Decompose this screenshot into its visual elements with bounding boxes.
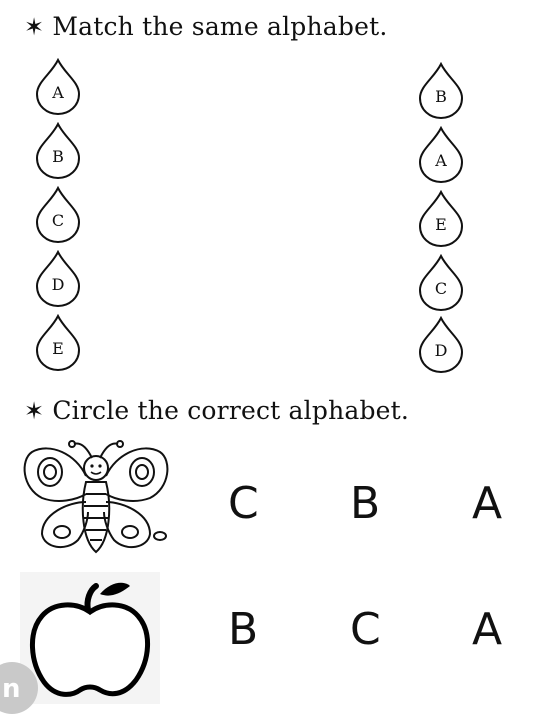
right-letter: C [434, 279, 448, 298]
right-letter: D [434, 341, 448, 360]
left-letter: B [52, 147, 64, 166]
circle-heading [24, 396, 409, 425]
choice-letter[interactable]: C [350, 604, 381, 655]
right-letter: E [435, 215, 447, 234]
left-letter: D [51, 275, 65, 294]
left-letter: A [52, 83, 64, 102]
right-letter-drop[interactable] [418, 62, 464, 120]
left-letter-drop[interactable] [35, 122, 81, 180]
match-heading-text: Match the same alphabet. [52, 12, 388, 41]
circle-heading-text: Circle the correct alphabet. [52, 396, 410, 425]
left-letter-drop[interactable] [35, 58, 81, 116]
choice-letter[interactable]: B [350, 478, 381, 529]
right-letter-drop[interactable] [418, 126, 464, 184]
choice-letter[interactable]: C [228, 478, 259, 529]
left-letter-drop[interactable] [35, 314, 81, 372]
left-letter-drop[interactable] [35, 250, 81, 308]
left-letter: C [51, 211, 65, 230]
choice-letter[interactable]: B [228, 604, 259, 655]
star-icon: ✶ [24, 13, 45, 41]
choice-letter[interactable]: A [472, 478, 503, 529]
star-icon: ✶ [24, 397, 45, 425]
right-letter-drop[interactable] [418, 316, 464, 374]
match-heading [24, 12, 387, 41]
butterfly-icon [20, 436, 172, 558]
choice-letter[interactable]: A [472, 604, 503, 655]
right-letter-drop[interactable] [418, 190, 464, 248]
right-letter: A [435, 151, 447, 170]
right-letter: B [435, 87, 447, 106]
badge-glyph: n [2, 674, 21, 704]
apple-icon [20, 572, 160, 704]
left-letter: E [52, 339, 64, 358]
left-letter-drop[interactable] [35, 186, 81, 244]
right-letter-drop[interactable] [418, 254, 464, 312]
